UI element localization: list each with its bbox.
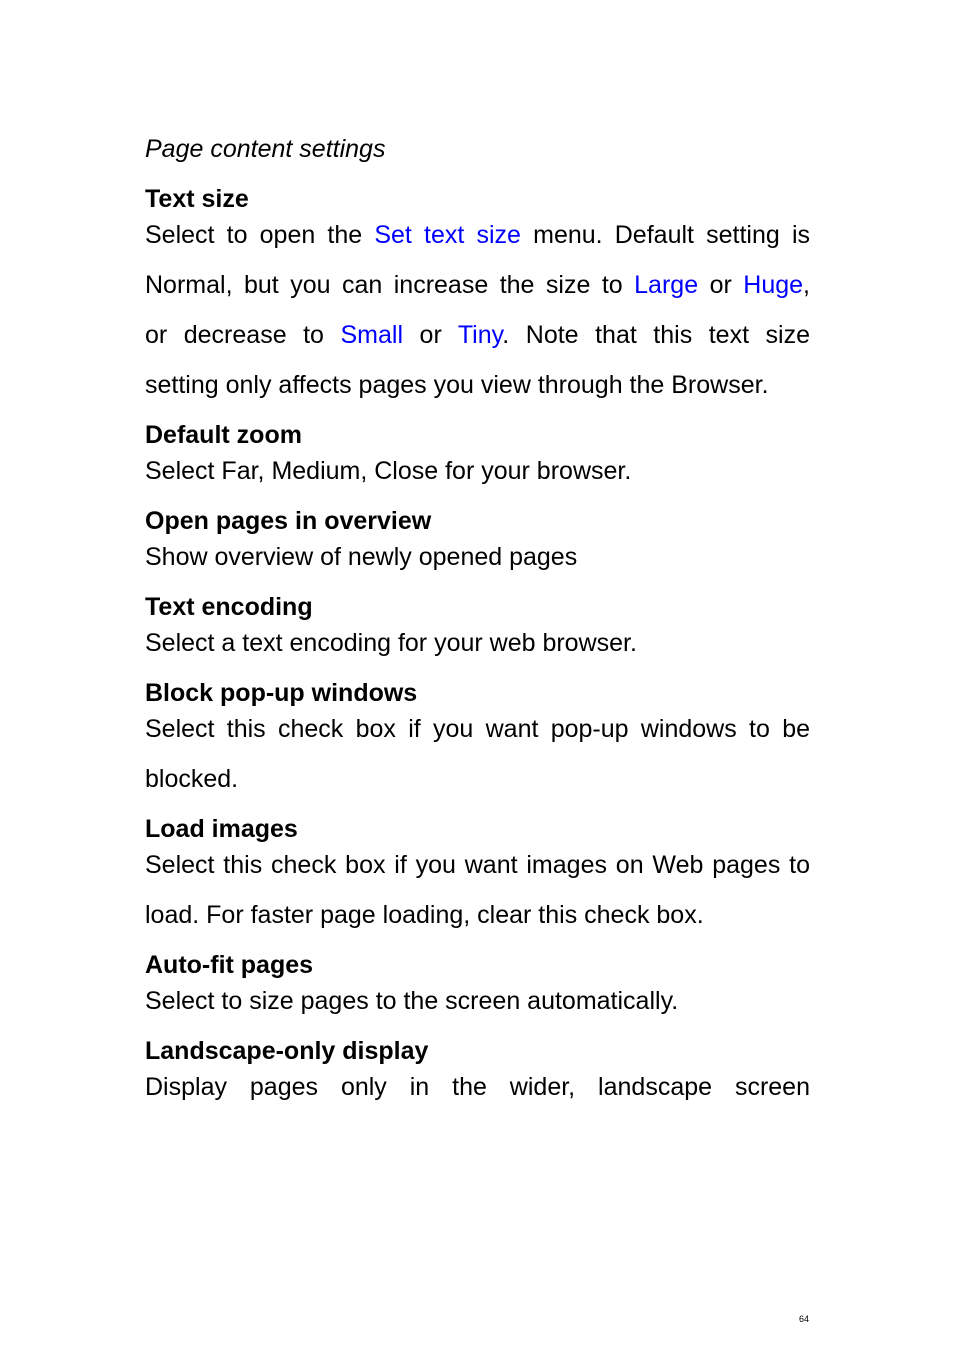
huge-link: Huge	[743, 271, 804, 299]
heading-auto-fit-pages: Auto-fit pages	[145, 951, 314, 979]
paragraph-open-pages: Show overview of newly opened pages	[145, 543, 578, 571]
heading-text-encoding: Text encoding	[145, 593, 313, 621]
paragraph-load-images-line-1: Select this check box if you want images on Web pages to	[145, 851, 810, 879]
paragraph-load-images-line-2: load. For faster page loading, clear this check box.	[145, 901, 704, 929]
paragraph-block-popup-line-1: Select this check box if you want pop-up windows to be	[145, 715, 810, 743]
paragraph-text-size-line-2	[145, 260, 810, 310]
paragraph-text-size-line-4: setting only affects pages you view through the Browser.	[145, 371, 769, 399]
paragraph-default-zoom: Select Far, Medium, Close for your browser.	[145, 457, 632, 485]
heading-open-pages-in-overview: Open pages in overview	[145, 507, 432, 535]
text: . Note that this text size	[502, 321, 811, 349]
heading-block-popup-windows: Block pop-up windows	[145, 679, 418, 707]
paragraph-landscape-line-1: Display pages only in the wider, landscape screen	[145, 1073, 810, 1101]
page-number: 64	[799, 1314, 810, 1324]
text: or decrease to	[145, 321, 341, 349]
heading-landscape-only-display: Landscape-only display	[145, 1037, 429, 1065]
paragraph-auto-fit: Select to size pages to the screen automatically.	[145, 987, 679, 1015]
text: menu. Default setting is	[520, 221, 810, 249]
paragraph-text-encoding: Select a text encoding for your web browser.	[145, 629, 637, 657]
text: Normal, but you can increase the size to	[145, 271, 635, 299]
text: or	[403, 321, 458, 349]
text: or	[698, 271, 744, 299]
tiny-link: Tiny	[457, 321, 503, 349]
heading-load-images: Load images	[145, 815, 298, 843]
large-link: Large	[634, 271, 699, 299]
small-link: Small	[340, 321, 404, 349]
document-page	[145, 124, 810, 1112]
set-text-size-link: Set text size	[374, 221, 521, 249]
section-title: Page content settings	[145, 135, 386, 163]
heading-text-size: Text size	[145, 185, 249, 213]
heading-default-zoom: Default zoom	[145, 421, 302, 449]
paragraph-block-popup-line-2: blocked.	[145, 765, 239, 793]
text: Select to open the	[145, 221, 375, 249]
text: ,	[803, 271, 810, 299]
paragraph-text-size-line-1	[145, 210, 810, 260]
paragraph-text-size-line-3	[145, 310, 810, 360]
